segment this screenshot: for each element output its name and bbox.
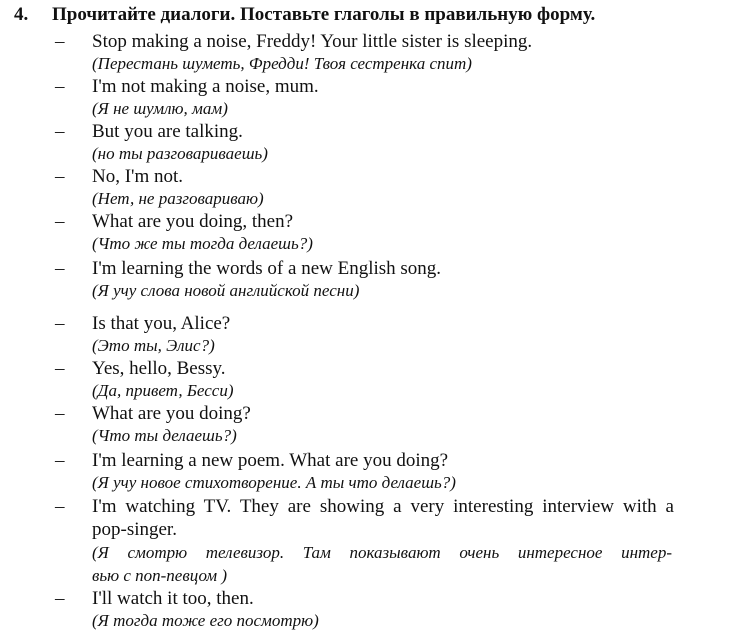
russian-translation: (Что же ты тогда делаешь?) [92, 234, 313, 253]
russian-translation: (Это ты, Элис?) [92, 336, 215, 355]
english-line: No, I'm not. [92, 166, 184, 187]
english-line-continued: pop-singer. [92, 519, 177, 540]
russian-translation: (Я тогда тоже его посмотрю) [92, 611, 319, 630]
english-line: I'm learning a new poem. What are you doing? [92, 450, 449, 471]
english-line: What are you doing, then? [92, 211, 294, 232]
dash-marker: – [55, 358, 65, 379]
english-line: Yes, hello, Bessy. [92, 358, 226, 379]
dash-marker: – [55, 76, 65, 97]
russian-translation: (Да, привет, Бесси) [92, 381, 234, 400]
english-line: I'm learning the words of a new English song. [92, 258, 442, 279]
dash-marker: – [55, 403, 65, 424]
dash-marker: – [55, 31, 65, 52]
exercise-number: 4. [14, 4, 29, 25]
russian-translation: (Я не шумлю, мам) [92, 99, 228, 118]
dash-marker: – [55, 258, 65, 279]
english-line: What are you doing? [92, 403, 251, 424]
dash-marker: – [55, 450, 65, 471]
dash-marker: – [55, 211, 65, 232]
russian-translation: (Перестань шуметь, Фредди! Твоя сестренка спит) [92, 54, 472, 73]
dash-marker: – [55, 121, 65, 142]
russian-translation: (но ты разговариваешь) [92, 144, 268, 163]
english-line: Stop making a noise, Freddy! Your little sister is sleeping. [92, 31, 533, 52]
english-line: I'm watching TV. They are showing a very interesting interview with a [92, 496, 674, 517]
russian-translation: (Я учу слова новой английской песни) [92, 281, 360, 300]
english-line: I'm not making a noise, mum. [92, 76, 319, 97]
exercise-title: Прочитайте диалоги. Поставьте глаголы в правильную форму. [52, 4, 596, 25]
english-line: But you are talking. [92, 121, 243, 142]
russian-translation: (Я учу новое стихотворение. А ты что делаешь?) [92, 473, 456, 492]
russian-translation-continued: вью с поп-певцом ) [92, 566, 228, 585]
english-line: I'll watch it too, then. [92, 588, 254, 609]
english-line: Is that you, Alice? [92, 313, 231, 334]
russian-translation: (Я смотрю телевизор. Там показывают очень интересное интер- [92, 543, 672, 562]
dash-marker: – [55, 313, 65, 334]
russian-translation: (Что ты делаешь?) [92, 426, 237, 445]
dash-marker: – [55, 588, 65, 609]
russian-translation: (Нет, не разговариваю) [92, 189, 264, 208]
dash-marker: – [55, 166, 65, 187]
dash-marker: – [55, 496, 65, 517]
